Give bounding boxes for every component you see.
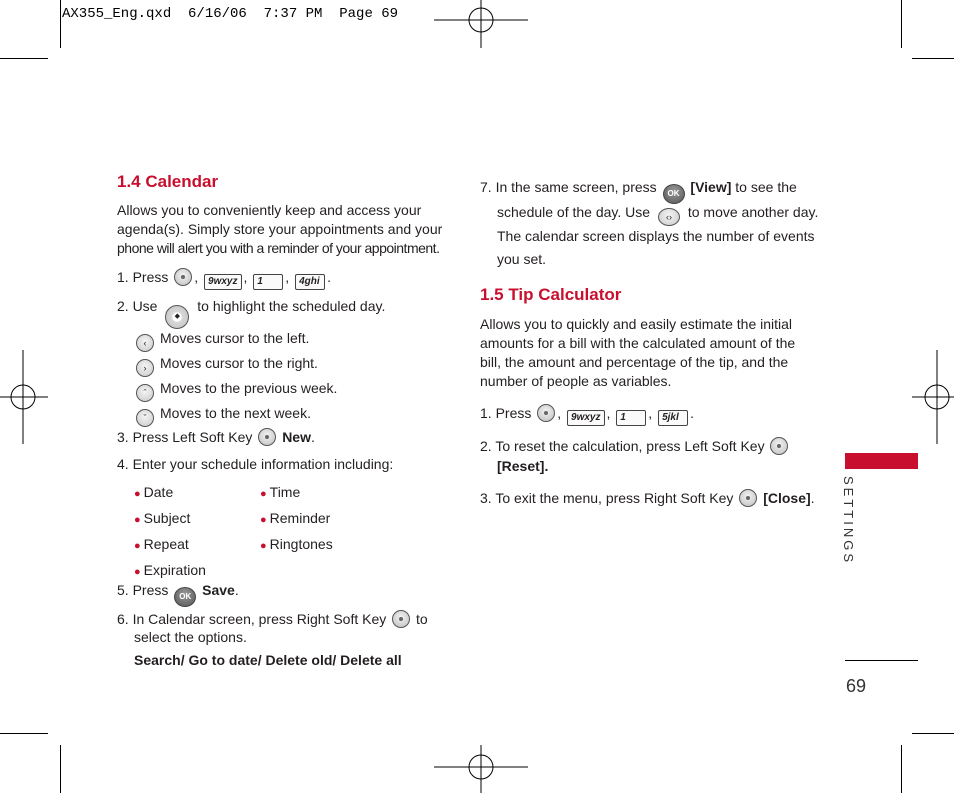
new-label: New bbox=[282, 429, 311, 445]
intro-line: phone will alert you with a reminder of your appointment. bbox=[117, 240, 440, 256]
crop-mark bbox=[912, 58, 954, 59]
intro-line: number of people as variables. bbox=[480, 373, 672, 389]
bullet-icon: ● bbox=[260, 540, 267, 552]
bullet-icon: ● bbox=[134, 514, 141, 526]
tip-intro bbox=[480, 315, 795, 391]
file-slug: AX355_Eng.qxd 6/16/06 7:37 PM Page 69 bbox=[62, 6, 399, 22]
page-number-rule bbox=[845, 660, 918, 661]
tip-step-3: 3. To exit the menu, press Right Soft Key [Close]. bbox=[480, 490, 815, 506]
left-soft-key-icon bbox=[258, 428, 276, 446]
calendar-step-7-line2 bbox=[497, 203, 818, 226]
key-4-icon: 4ghi bbox=[295, 274, 325, 290]
step-text: 7. In the same screen, press bbox=[480, 179, 657, 195]
calendar-intro bbox=[117, 201, 442, 258]
bullet-icon: ● bbox=[134, 488, 141, 500]
step-text: to move another day. bbox=[687, 204, 819, 220]
step-label: 1. Press bbox=[117, 269, 169, 285]
ok-key-icon: OK bbox=[174, 587, 196, 607]
step-text: 5. Press bbox=[117, 582, 169, 598]
intro-line: bill, the amount and percentage of the tip, and the bbox=[480, 354, 789, 370]
reset-label-line: [Reset]. bbox=[497, 458, 549, 474]
crop-mark bbox=[60, 0, 61, 48]
registration-mark-left bbox=[0, 350, 48, 444]
key-5-icon: 5jkl bbox=[658, 410, 688, 426]
nav-item bbox=[136, 352, 337, 377]
reset-label: [Reset] bbox=[497, 458, 545, 474]
bullet-item: ● Reminder bbox=[260, 510, 331, 526]
right-soft-key-icon bbox=[739, 489, 757, 507]
nav-item bbox=[136, 327, 337, 352]
view-label: [View] bbox=[690, 179, 732, 195]
calendar-step-1: 1. Press , 9wxyz , 1 , 4ghi . bbox=[117, 268, 331, 290]
bullet-item: ● Expiration bbox=[134, 562, 206, 578]
save-label: Save bbox=[202, 582, 235, 598]
crop-mark bbox=[0, 733, 48, 734]
tip-step-2 bbox=[480, 437, 790, 456]
bullet-icon: ● bbox=[134, 566, 141, 578]
section-tab-label: SETTINGS bbox=[841, 476, 856, 566]
calendar-step-6 bbox=[117, 610, 428, 629]
step-text: 3. Press Left Soft Key bbox=[117, 429, 253, 445]
bullet-item: ● Subject bbox=[134, 510, 191, 526]
bullet-item: ● Ringtones bbox=[260, 536, 333, 552]
left-soft-key-icon bbox=[174, 268, 192, 286]
calendar-options: Search/ Go to date/ Delete old/ Delete all bbox=[134, 652, 402, 668]
registration-mark-bottom bbox=[434, 745, 528, 793]
bullet-item: ● Date bbox=[134, 484, 174, 500]
section-tab-bar bbox=[845, 453, 918, 469]
key-1-icon: 1 bbox=[616, 410, 646, 426]
registration-mark-right bbox=[912, 350, 954, 444]
crop-mark bbox=[60, 745, 61, 793]
key-9-icon: 9wxyz bbox=[567, 410, 604, 426]
bullet-icon: ● bbox=[260, 488, 267, 500]
crop-mark bbox=[901, 0, 902, 48]
step-text: 2. To reset the calculation, press Left Soft Key bbox=[480, 438, 765, 454]
step-text: schedule of the day. Use bbox=[497, 204, 651, 220]
calendar-step-5: 5. Press OK Save. bbox=[117, 581, 239, 607]
tip-step-1: 1. Press , 9wxyz , 1 , 5jkl . bbox=[480, 404, 694, 426]
intro-line: amounts for a bill with the calculated amount of the bbox=[480, 335, 796, 351]
nav-item bbox=[136, 402, 337, 427]
nav-left-icon: ‹ bbox=[136, 334, 154, 352]
bullet-icon: ● bbox=[134, 540, 141, 552]
navigation-key-icon: ◆ bbox=[165, 305, 189, 329]
close-label: [Close] bbox=[763, 490, 811, 506]
section-heading-calendar: 1.4 Calendar bbox=[117, 172, 219, 191]
intro-line: Allows you to quickly and easily estimate the initial bbox=[480, 316, 793, 332]
step-text: to bbox=[416, 611, 428, 627]
left-soft-key-icon bbox=[537, 404, 555, 422]
bullet-item: ● Time bbox=[260, 484, 301, 500]
nav-up-icon: ˆ bbox=[136, 384, 154, 402]
calendar-step-2 bbox=[117, 297, 385, 329]
calendar-step-4: 4. Enter your schedule information including: bbox=[117, 456, 394, 472]
calendar-step-7 bbox=[480, 178, 797, 204]
page-number: 69 bbox=[846, 676, 867, 696]
crop-mark bbox=[901, 745, 902, 793]
bullet-icon: ● bbox=[260, 514, 267, 526]
calendar-step-3: 3. Press Left Soft Key New. bbox=[117, 429, 315, 445]
step-text: to highlight the scheduled day. bbox=[197, 298, 386, 314]
calendar-step-7-line3: The calendar screen displays the number of events bbox=[497, 228, 815, 244]
right-soft-key-icon bbox=[392, 610, 410, 628]
key-9-icon: 9wxyz bbox=[204, 274, 241, 290]
intro-line: agenda(s). Simply store your appointments and your bbox=[117, 221, 443, 237]
ok-key-icon: OK bbox=[663, 184, 685, 204]
nav-item-text: Moves cursor to the right. bbox=[160, 355, 318, 371]
step-text: 3. To exit the menu, press Right Soft Key bbox=[480, 490, 734, 506]
left-soft-key-icon bbox=[770, 437, 788, 455]
bullet-column-1 bbox=[134, 480, 206, 584]
nav-right-icon: › bbox=[136, 359, 154, 377]
step-label: 1. Press bbox=[480, 405, 532, 421]
nav-down-icon: ˇ bbox=[136, 409, 154, 427]
key-1-icon: 1 bbox=[253, 274, 283, 290]
nav-item bbox=[136, 377, 337, 402]
step-text: 2. Use bbox=[117, 298, 158, 314]
nav-left-right-icon: ‹› bbox=[658, 208, 680, 226]
section-heading-tip-calculator: 1.5 Tip Calculator bbox=[480, 285, 622, 304]
nav-item-text: Moves to the next week. bbox=[160, 405, 311, 421]
registration-mark-top bbox=[434, 0, 528, 48]
nav-item-text: Moves to the previous week. bbox=[160, 380, 338, 396]
nav-item-text: Moves cursor to the left. bbox=[160, 330, 310, 346]
crop-mark bbox=[912, 733, 954, 734]
bullet-column-2 bbox=[260, 480, 333, 558]
intro-line: Allows you to conveniently keep and access your bbox=[117, 202, 422, 218]
crop-mark bbox=[0, 58, 48, 59]
calendar-step-7-line4: you set. bbox=[497, 251, 547, 267]
bullet-item: ● Repeat bbox=[134, 536, 189, 552]
step-text: 6. In Calendar screen, press Right Soft Key bbox=[117, 611, 387, 627]
calendar-step-6-cont: select the options. bbox=[134, 629, 247, 645]
step-text: to see the bbox=[735, 179, 797, 195]
nav-list bbox=[136, 327, 337, 427]
